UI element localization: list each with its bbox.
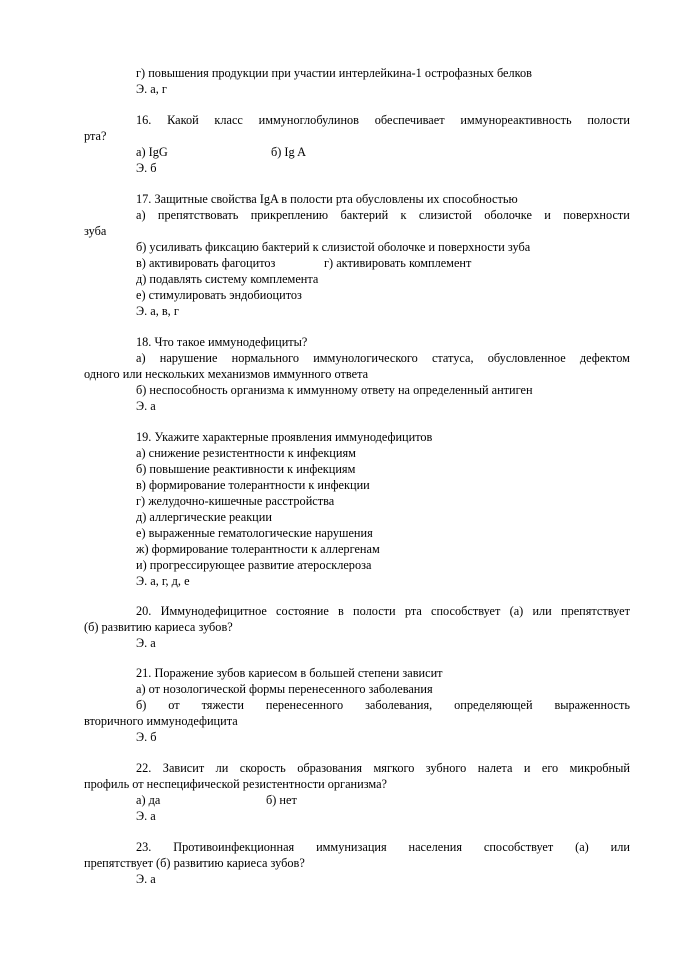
option-b: б) усиливать фиксацию бактерий к слизистой оболочке и поверхности зуба (136, 240, 531, 254)
option-b: б) неспособность организма к иммунному ответу на определенный антиген (136, 383, 533, 397)
word: (а) (509, 604, 524, 618)
question-text (136, 113, 630, 127)
word: полости (353, 604, 396, 618)
option-item: в) формирование толерантности к инфекции (136, 478, 370, 492)
option-item: б) повышение реактивности к инфекциям (136, 462, 356, 476)
option-a: а) IgG (136, 145, 168, 159)
option-d: д) подавлять систему комплемента (136, 272, 319, 286)
option-item: д) аллергические реакции (136, 510, 272, 524)
word: ли (215, 761, 229, 775)
question-text-continued: (б) развитию кариеса зубов? (84, 620, 233, 634)
option-a: а) от нозологической формы перенесенного заболевания (136, 682, 433, 696)
word: обеспечивает (374, 113, 445, 127)
word: прикреплению (250, 208, 329, 222)
option-a (136, 351, 630, 365)
word: иммунизация (316, 840, 387, 854)
word: перенесенного (265, 698, 344, 712)
word: поверхности (563, 208, 630, 222)
word: нормального (231, 351, 299, 365)
option-g: г) активировать комплемент (324, 256, 472, 270)
option-a-continued: одного или нескольких механизмов иммунного ответа (84, 367, 369, 381)
answer-key: Э. а (136, 636, 156, 650)
word: 22. (136, 761, 152, 775)
word: препятствует (560, 604, 630, 618)
word: обусловленное (487, 351, 566, 365)
word: к (400, 208, 407, 222)
word: способствует (431, 604, 501, 618)
word: бактерий (340, 208, 389, 222)
word: иммунореактивность (460, 113, 572, 127)
word: иммунологического (313, 351, 418, 365)
word: Какой (167, 113, 199, 127)
option-e: е) стимулировать эндобиоцитоз (136, 288, 302, 302)
word: класс (214, 113, 243, 127)
word: заболевания, (365, 698, 433, 712)
option-a: а) да (136, 793, 161, 807)
option-item: е) выраженные гематологические нарушения (136, 526, 373, 540)
option-b: б) Ig A (271, 145, 306, 159)
word: Иммунодефицитное (160, 604, 267, 618)
word: способствует (483, 840, 554, 854)
word: а) (136, 208, 146, 222)
question-text (136, 604, 630, 618)
answer-key: Э. б (136, 161, 157, 175)
answer-key: Э. а, г, д, е (136, 574, 190, 588)
option-item: а) снижение резистентности к инфекциям (136, 446, 356, 460)
word: препятствовать (157, 208, 239, 222)
word: иммуноглобулинов (258, 113, 359, 127)
question-text-continued: профиль от неспецифической резистентности организма? (84, 777, 388, 791)
word: скорость (239, 761, 286, 775)
word: определяющей (454, 698, 533, 712)
word: выраженность (554, 698, 630, 712)
word: населения (408, 840, 463, 854)
word: в (338, 604, 344, 618)
option-text: г) повышения продукции при участии интерлейкина-1 острофазных белков (136, 66, 532, 80)
word: нарушение (159, 351, 218, 365)
word: и (544, 208, 551, 222)
question-text: 18. Что такое иммунодефициты? (136, 335, 308, 349)
answer-key: Э. а, г (136, 82, 167, 96)
option-a (136, 208, 630, 222)
word: а) (136, 351, 146, 365)
word: и (523, 761, 531, 775)
option-item: ж) формирование толерантности к аллергенам (136, 542, 380, 556)
option-b: б) нет (266, 793, 297, 807)
answer-key: Э. а (136, 872, 156, 886)
option-a-continued: зуба (84, 224, 107, 238)
option-b-continued: вторичного иммунодефицита (84, 714, 238, 728)
word: или (610, 840, 630, 854)
word: микробный (569, 761, 630, 775)
word: зубного (425, 761, 467, 775)
answer-key: Э. а (136, 399, 156, 413)
question-text (136, 761, 630, 775)
word: б) (136, 698, 147, 712)
answer-key: Э. а (136, 809, 156, 823)
option-item: и) прогрессирующее развитие атеросклероза (136, 558, 372, 572)
option-v: в) активировать фагоцитоз (136, 256, 276, 270)
question-text: 17. Защитные свойства IgA в полости рта обусловлены их способностью (136, 192, 518, 206)
question-text: 21. Поражение зубов кариесом в большей степени зависит (136, 666, 443, 680)
question-text: 19. Укажите характерные проявления иммунодефицитов (136, 430, 433, 444)
answer-key: Э. б (136, 730, 157, 744)
option-item: г) желудочно-кишечные расстройства (136, 494, 335, 508)
question-text-continued: рта? (84, 129, 107, 143)
word: тяжести (201, 698, 244, 712)
word: состояние (276, 604, 329, 618)
word: от (168, 698, 180, 712)
answer-key: Э. а, в, г (136, 304, 179, 318)
word: оболочке (484, 208, 532, 222)
word: Противоинфекционная (173, 840, 295, 854)
option-b (136, 698, 630, 712)
word: мягкого (373, 761, 415, 775)
word: рта (404, 604, 422, 618)
word: статуса, (431, 351, 474, 365)
word: слизистой (418, 208, 472, 222)
word: или (532, 604, 552, 618)
word: 16. (136, 113, 152, 127)
word: 20. (136, 604, 152, 618)
word: полости (587, 113, 630, 127)
question-text (136, 840, 630, 854)
word: образования (297, 761, 363, 775)
word: налета (477, 761, 513, 775)
word: Зависит (162, 761, 205, 775)
word: дефектом (579, 351, 630, 365)
word: 23. (136, 840, 152, 854)
question-text-continued: препятствует (б) развитию кариеса зубов? (84, 856, 305, 870)
word: его (541, 761, 559, 775)
word: (а) (575, 840, 589, 854)
